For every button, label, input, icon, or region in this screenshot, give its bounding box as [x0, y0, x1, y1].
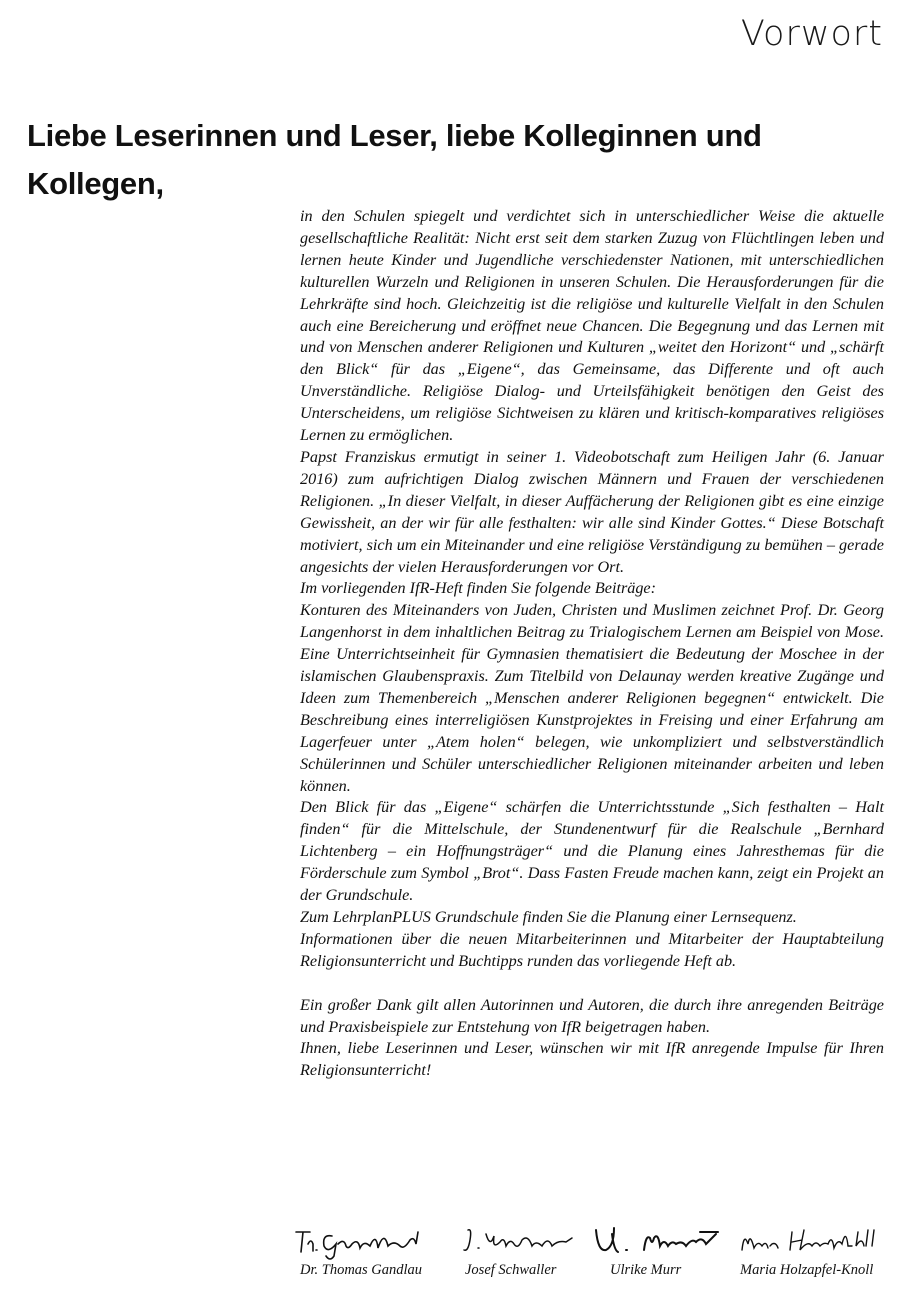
handwritten-signature-holzapfel-knoll — [738, 1222, 888, 1260]
paragraph-contents-intro: Im vorliegenden IfR-Heft finden Sie folgende Beiträge: — [300, 579, 657, 598]
paragraph-pope: Papst Franziskus ermutigt in seiner 1. Videobotschaft zum Heiligen Jahr (6. Januar 2016) zum aufrichtigen Dialog zwischen Männern und Frauen der verschiedenen Religionen. „In dieser Vielfalt, in dieser Auffächerung der Religionen gibt es eine einzige Gewissheit, an der wir für alle festhalten: wir alle sind Kinder Gottes.“ Diese Botschaft motiviert, sich um ein Miteinander und eine religiöse Verständigung zu bemühen – gerade angesichts der vielen Herausforderungen vor Ort. — [300, 447, 884, 576]
paragraph-lehrplan: Zum LehrplanPLUS Grundschule finden Sie die Planung einer Lernsequenz. — [300, 908, 797, 926]
signature-block — [300, 1222, 890, 1292]
signatory-name-schwaller: Josef Schwaller — [465, 1262, 557, 1278]
foreword-body — [300, 206, 884, 1082]
signatory-name-murr: Ulrike Murr — [610, 1262, 682, 1278]
paragraph-info: Informationen über die neuen Mitarbeiterinnen und Mitarbeiter der Hauptabteilung Religionsunterricht und Buchtipps runden das vorliegende Heft ab. — [300, 929, 884, 970]
signature-holzapfel-knoll — [738, 1222, 888, 1260]
page-headline: Liebe Leserinnen und Leser, liebe Kolleginnen und Kollegen, — [27, 118, 762, 201]
handwritten-signature-gandlau — [292, 1222, 442, 1260]
signature-schwaller — [462, 1222, 577, 1260]
paragraph-contents-2: Den Blick für das „Eigene“ schärfen die Unterrichtsstunde „Sich festhalten – Halt finden“ für die Mittelschule, der Stundenentwurf für die Realschule „Bernhard Lichtenberg – ein Hoffnungsträger“ und die Planung eines Jahresthemas für die Förderschule zum Symbol „Brot“. Dass Fasten Freude machen kann, zeigt ein Projekt an der Grundschule. — [300, 798, 884, 905]
paragraph-intro: in den Schulen spiegelt und verdichtet sich in unterschiedlicher Weise die aktuelle gesellschaftliche Realität: Nicht erst seit dem starken Zuzug von Flüchtlingen leben und lernen heute Kinder und Jugendliche verschiedenster Nationen, mit unterschiedlichen kulturellen Wurzeln und Religionen in unseren Schulen. Die Herausforderungen für die Lehrkräfte sind hoch. Gleichzeitig ist die religiöse und kulturelle Vielfalt in den Schulen auch eine Bereicherung und eröffnet neue Chancen. Die Begegnung und das Lernen mit und von Menschen anderer Religionen und Kulturen „weitet den Horizont“ und „schärft den Blick“ für das „Eigene“, das Gemeinsame, das Differente und oft auch Unverständliche. Religiöse Dialog- und Urteilsfähigkeit benötigen den Geist des Unterscheidens, um religiöse Sichtweisen zu klären und kritisch-komparatives religiöses Lernen zu ermöglichen. — [300, 207, 884, 445]
handwritten-signature-schwaller — [462, 1222, 577, 1260]
handwritten-signature-murr — [592, 1222, 722, 1260]
paragraph-thanks: Ein großer Dank gilt allen Autorinnen und Autoren, die durch ihre anregenden Beiträge und Praxisbeispiele zur Entstehung von IfR beigetragen haben. — [300, 995, 884, 1036]
signature-murr — [592, 1222, 722, 1260]
paragraph-closing: Ihnen, liebe Leserinnen und Leser, wünschen wir mit IfR anregende Impulse für Ihren Religionsunterricht! — [300, 1039, 884, 1080]
paragraph-contents-1: Konturen des Miteinanders von Juden, Christen und Muslimen zeichnet Prof. Dr. Georg Langenhorst in dem inhaltlichen Beitrag zu Trialogischem Lernen am Beispiel von Mose. Eine Unterrichtseinheit für Gymnasien thematisiert die Bedeutung der Moschee in der islamischen Glaubenspraxis. Zum Titelbild von Delaunay werden kreative Zugänge und Ideen zum Themenbereich „Menschen anderer Religionen begegnen“ entwickelt. Die Beschreibung eines interreligiösen Kunstprojektes in Freising und einer Erfahrung am Lagerfeuer unter „Atem holen“ belegen, wie unkompliziert und selbstverständlich Schülerinnen und Schüler unterschiedlicher Religionen miteinander arbeiten und leben können. — [300, 601, 884, 795]
section-title: Vorwort — [740, 14, 883, 54]
signatory-name-gandlau: Dr. Thomas Gandlau — [300, 1262, 423, 1278]
signature-gandlau — [292, 1222, 442, 1260]
signatory-name-holzapfel-knoll: Maria Holzapfel-Knoll — [740, 1262, 874, 1278]
